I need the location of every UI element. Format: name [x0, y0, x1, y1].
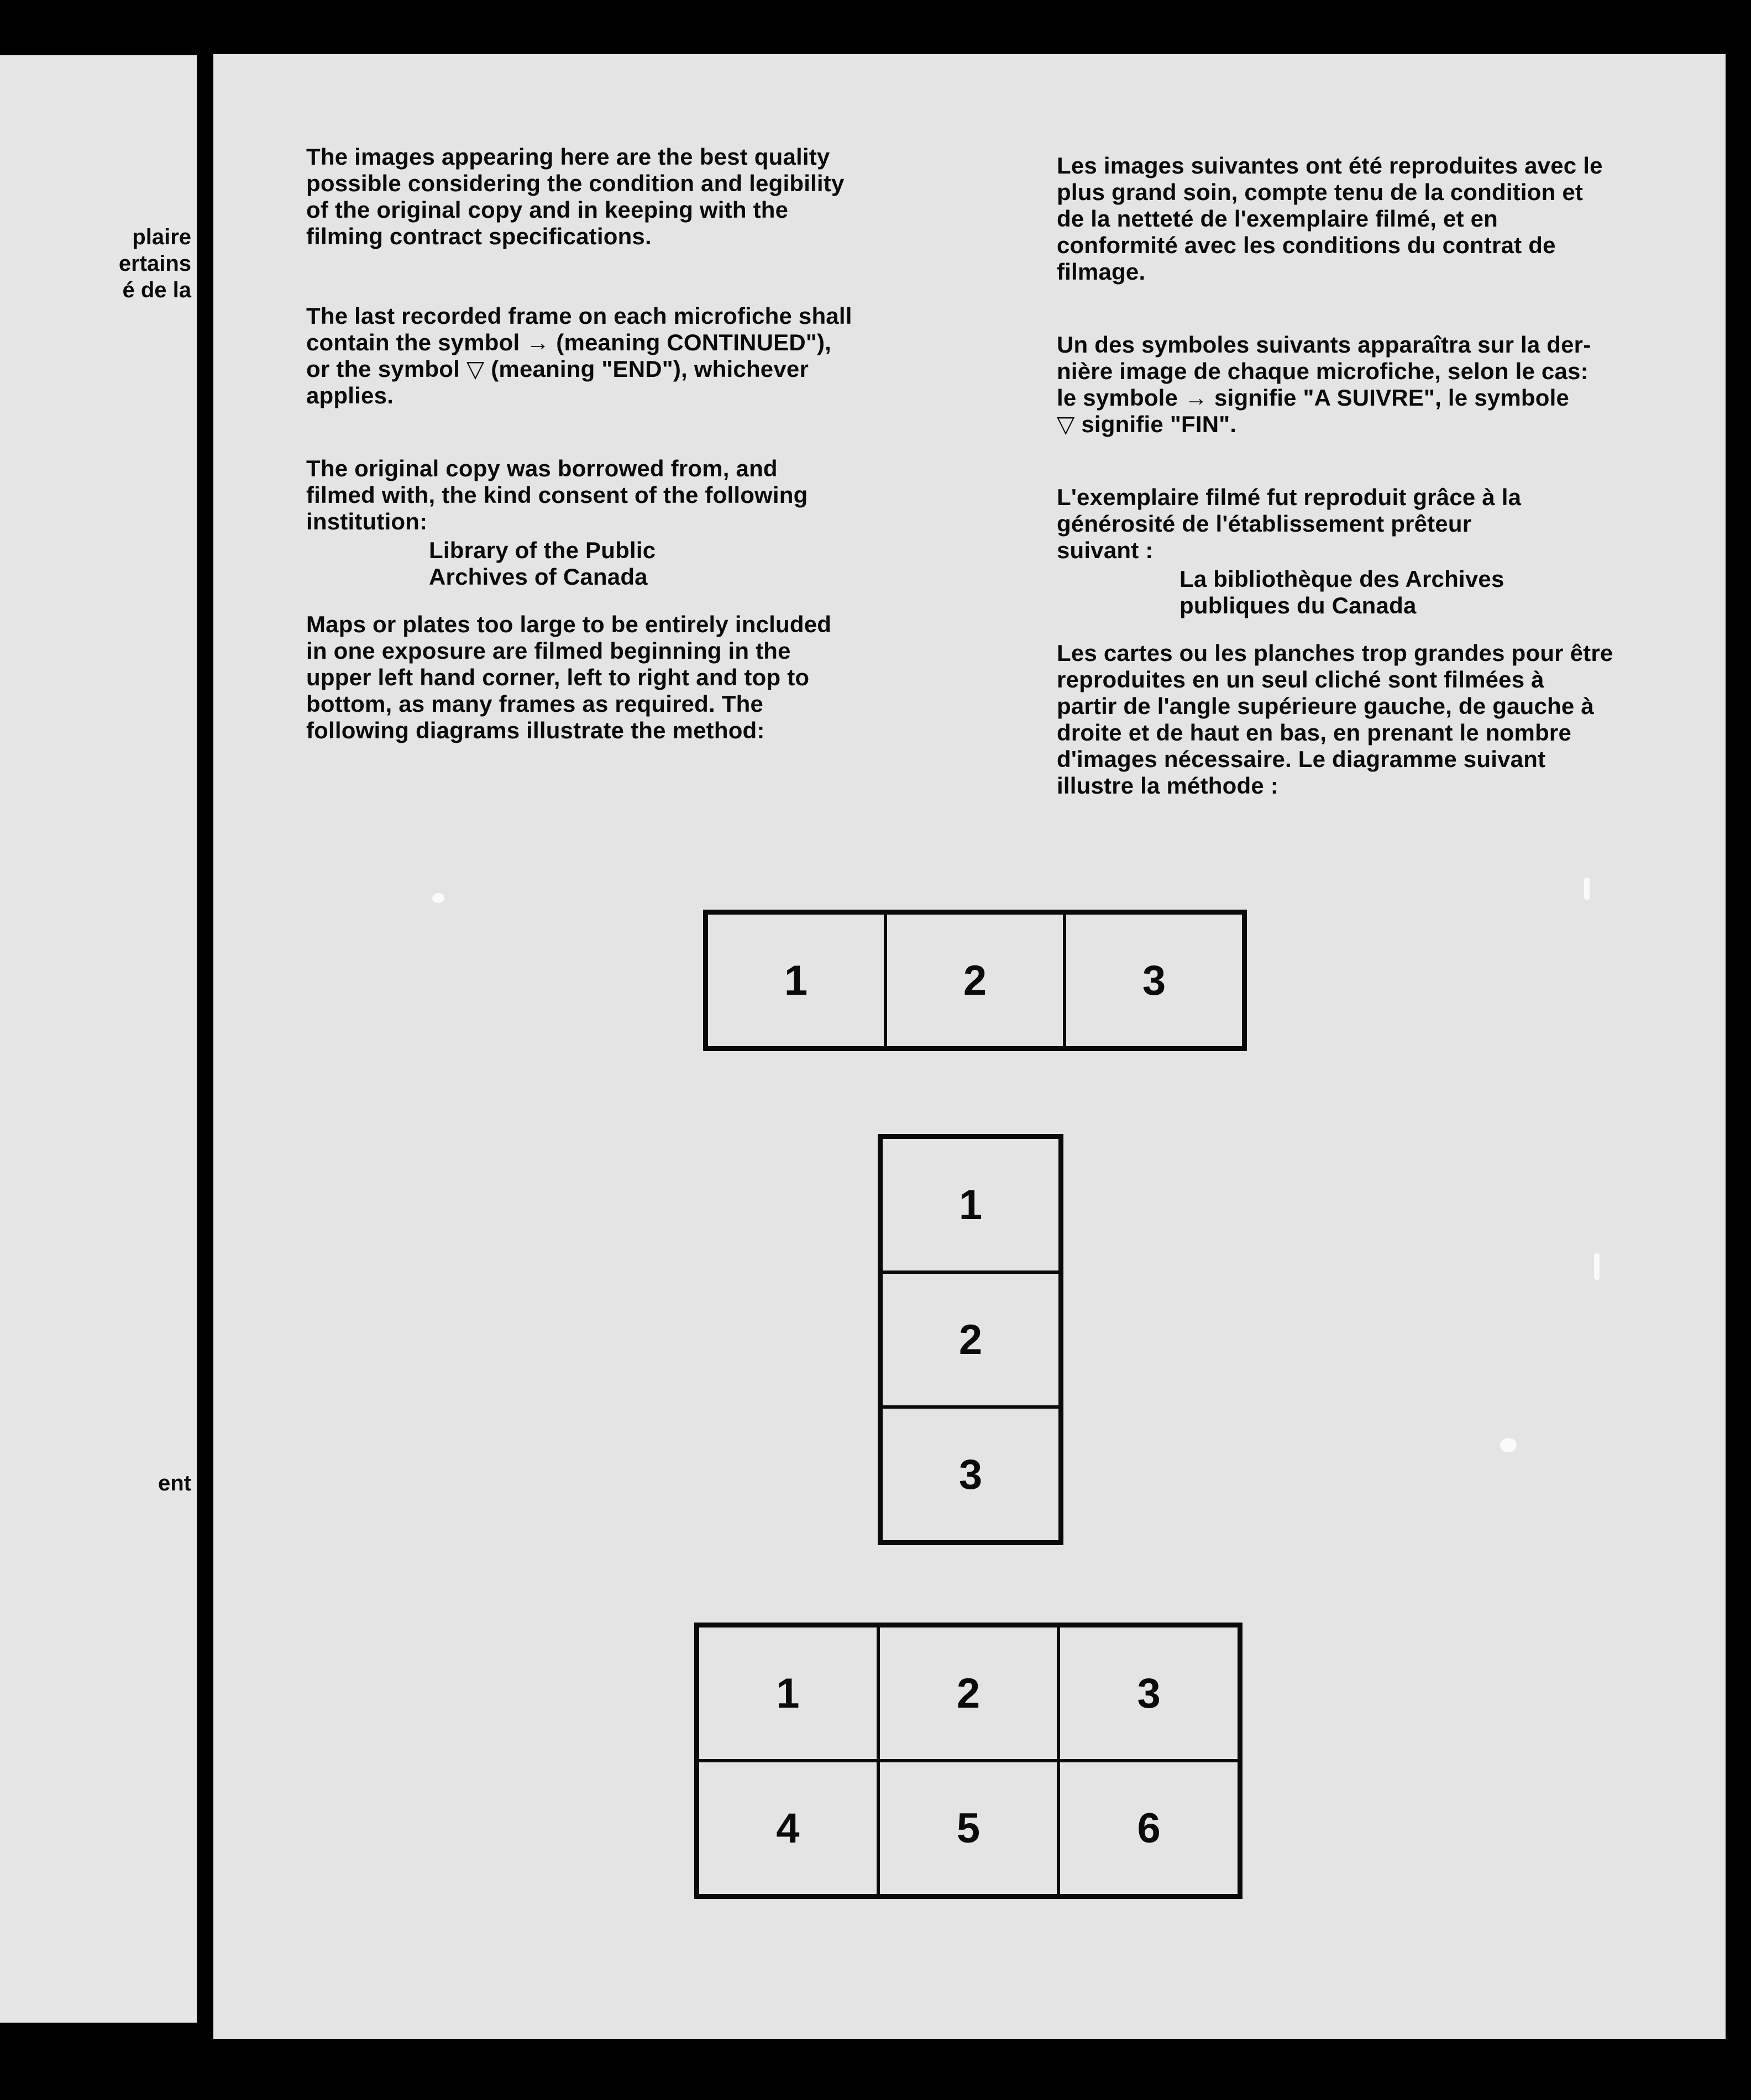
english-quality-paragraph: The images appearing here are the best quality possible considering the condition and legibility of the original copy and in keeping with the filming contract specifications. — [306, 144, 845, 249]
french-column — [1057, 153, 1676, 799]
french-consent-paragraph: L'exemplaire filmé fut reproduit grâce à la générosité de l'établissement prêteur suivant : — [1057, 484, 1522, 563]
target-page — [213, 54, 1726, 2039]
frame-cell: 2 — [881, 1272, 1060, 1407]
left-fragment-1: plaire — [132, 225, 191, 249]
dust-speck — [1584, 878, 1590, 900]
diagram-grid — [694, 1623, 1243, 1899]
left-fragment-3: é de la — [122, 278, 191, 302]
dust-speck — [432, 893, 444, 903]
frame-cell: 2 — [878, 1626, 1059, 1761]
frame-cell: 1 — [881, 1137, 1060, 1272]
frame-cell: 3 — [881, 1407, 1060, 1542]
dust-speck — [1594, 1253, 1600, 1280]
diagram-horizontal — [703, 910, 1247, 1051]
frame-cell: 4 — [698, 1761, 878, 1896]
frame-cell: 3 — [1058, 1626, 1239, 1761]
english-institution-name: Library of the Public Archives of Canada — [429, 537, 656, 590]
left-fragment-4: ent — [158, 1471, 191, 1495]
previous-page-strip — [0, 55, 197, 2023]
diagram-vertical — [878, 1134, 1063, 1545]
frame-cell: 1 — [698, 1626, 878, 1761]
french-maps-paragraph: Les cartes ou les planches trop grandes pour être reproduites en un seul cliché sont filmées à partir de l'angle supérieure gauche, de gauche à droite et de haut en bas, en prenant le nombre d'images nécessaire. Le diagramme suivant illustre la méthode : — [1057, 640, 1613, 799]
frame-cell: 5 — [878, 1761, 1059, 1896]
frame-cell: 6 — [1058, 1761, 1239, 1896]
frame-cell: 1 — [706, 913, 885, 1048]
english-maps-paragraph: Maps or plates too large to be entirely included in one exposure are filmed beginning in the upper left hand corner, left to right and top to bottom, as many frames as required. The following diagrams illustrate the method: — [306, 611, 832, 743]
english-symbol-paragraph: The last recorded frame on each microfiche shall contain the symbol → (meaning CONTINUED"), or the symbol ▽ (meaning "END"), whichever applies. — [306, 303, 852, 408]
frame-cell: 3 — [1065, 913, 1244, 1048]
left-fragment-2: ertains — [118, 251, 191, 276]
french-institution-name: La bibliothèque des Archives publiques du Canada — [1179, 566, 1504, 618]
english-consent-paragraph: The original copy was borrowed from, and filmed with, the kind consent of the following institution: — [306, 455, 808, 534]
frame-cell: 2 — [885, 913, 1065, 1048]
french-symbol-paragraph: Un des symboles suivants apparaîtra sur la der- nière image de chaque microfiche, selon le cas: le symbole → signifie "A SUIVRE", le symbole ▽ signifie "FIN". — [1057, 332, 1591, 437]
french-quality-paragraph: Les images suivantes ont été reproduites avec le plus grand soin, compte tenu de la condition et de la netteté de l'exemplaire filmé, et en conformité avec les conditions du contrat de filmage. — [1057, 153, 1603, 285]
english-column — [306, 144, 925, 744]
dust-speck — [1500, 1438, 1517, 1452]
